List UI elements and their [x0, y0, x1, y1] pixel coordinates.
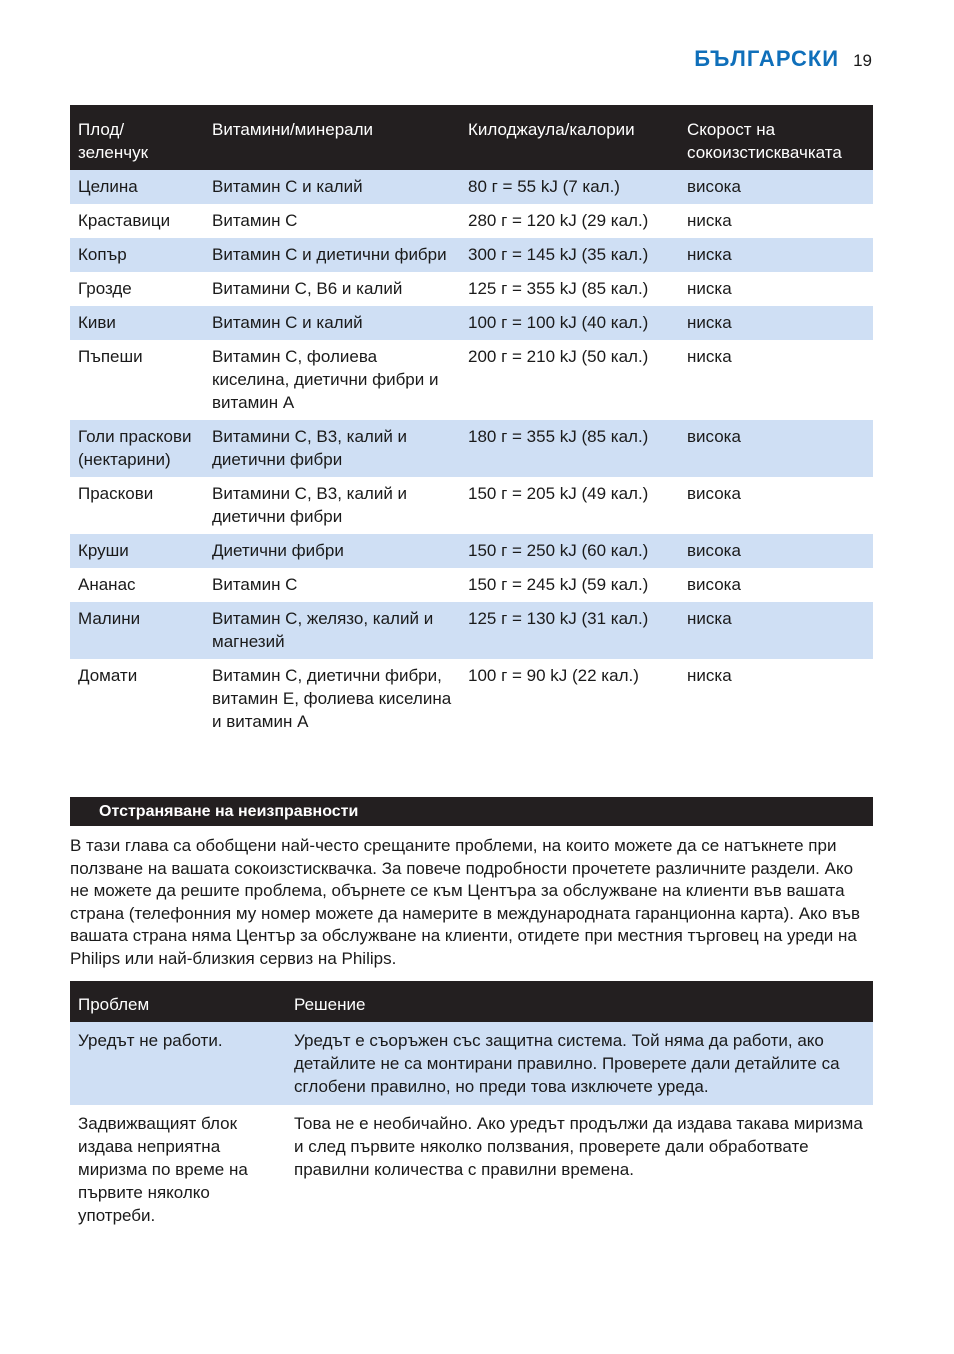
table-row	[70, 602, 873, 659]
table-row	[70, 238, 873, 272]
speed-cell: висока	[687, 484, 741, 503]
vitamins-cell: Витамин C, желязо, калий и магнезий	[204, 602, 460, 659]
produce-cell: Грозде	[78, 279, 132, 298]
produce-cell: Домати	[78, 666, 138, 685]
vitamins-cell: Витамин C и калий	[204, 170, 460, 204]
produce-cell: Круши	[70, 534, 204, 568]
table-header-row	[70, 105, 873, 170]
speed-cell: висока	[687, 575, 741, 594]
speed-cell: висока	[679, 170, 873, 204]
vitamins-cell: Витамин C и калий	[204, 306, 460, 340]
table-row	[70, 170, 873, 204]
problem-cell: Уредът не работи.	[70, 1022, 286, 1105]
energy-cell: 150 г = 245 kJ (59 кал.)	[468, 575, 649, 594]
problem-cell: Задвижващият блок издава неприятна миризма по време на първите няколко употреби.	[78, 1114, 248, 1225]
intro-paragraph: В тази глава са обобщени най-често срещаните проблеми, на които можете да се натъкнете при ползване на вашата сокоизстисквачка. За повече подробности прочетете различните раздели. Ако не можете да решите проблема, обърнете се към Центъра за обслужване на клиенти във вашата страна (телефонния му номер можете да намерите в международната гаранционна карта). Ако във вашата страна няма Център за обслужване на клиенти, отидете при местния търговец на уреди на Philips или най-близкия сервиз на Philips.	[70, 836, 861, 968]
energy-cell: 200 г = 210 kJ (50 кал.)	[468, 347, 649, 366]
produce-cell: Краставици	[78, 211, 171, 230]
troubleshooting-table	[70, 981, 873, 1234]
table-row	[70, 340, 873, 420]
vitamins-cell: Витамин C	[212, 211, 298, 230]
energy-cell: 100 г = 100 kJ (40 кал.)	[460, 306, 679, 340]
speed-cell: ниска	[687, 211, 732, 230]
energy-cell: 280 г = 120 kJ (29 кал.)	[468, 211, 649, 230]
speed-cell: ниска	[687, 279, 732, 298]
page-number: 19	[853, 51, 872, 70]
table-row	[70, 1022, 873, 1105]
speed-cell: висока	[679, 534, 873, 568]
produce-cell: Малини	[70, 602, 204, 659]
produce-cell: Ананас	[78, 575, 136, 594]
produce-cell: Целина	[70, 170, 204, 204]
produce-cell: Праскови	[78, 484, 154, 503]
table-row	[70, 306, 873, 340]
table-row	[70, 420, 873, 477]
solution-cell: Това не е необичайно. Ако уредът продължи да издава такава миризма и след първите няколко ползвания, проверете дали обработвате правилни количества с правилни времена.	[294, 1114, 863, 1179]
column-header-produce: Плод/ зеленчук	[70, 105, 204, 170]
produce-cell: Киви	[70, 306, 204, 340]
table-row	[70, 1105, 873, 1234]
energy-cell: 125 г = 130 kJ (31 кал.)	[460, 602, 679, 659]
energy-cell: 180 г = 355 kJ (85 кал.)	[460, 420, 679, 477]
speed-cell: ниска	[687, 666, 732, 685]
table-row	[70, 659, 873, 739]
vitamins-cell: Диетични фибри	[204, 534, 460, 568]
table-header-row	[70, 981, 873, 1022]
vitamins-cell: Витамин C, фолиева киселина, диетични фибри и витамин A	[212, 347, 439, 412]
energy-cell: 150 г = 205 kJ (49 кал.)	[468, 484, 649, 503]
produce-cell: Копър	[70, 238, 204, 272]
energy-cell: 100 г = 90 kJ (22 кал.)	[468, 666, 639, 685]
table-row	[70, 568, 873, 602]
speed-cell: висока	[679, 420, 873, 477]
language-heading: БЪЛГАРСКИ	[694, 46, 840, 71]
speed-cell: ниска	[687, 347, 732, 366]
nutrition-table	[70, 105, 873, 739]
produce-cell: Пъпеши	[78, 347, 143, 366]
vitamins-cell: Витамини C, B3, калий и диетични фибри	[212, 484, 408, 526]
column-header-solution: Решение	[286, 981, 873, 1022]
energy-cell: 125 г = 355 kJ (85 кал.)	[468, 279, 649, 298]
vitamins-cell: Витамин C и диетични фибри	[204, 238, 460, 272]
table-row	[70, 534, 873, 568]
speed-cell: ниска	[679, 602, 873, 659]
speed-cell: ниска	[679, 238, 873, 272]
speed-cell: ниска	[679, 306, 873, 340]
column-header-speed: Скорост на сокоизстисквачката	[679, 105, 873, 170]
page-header	[694, 46, 872, 72]
energy-cell: 300 г = 145 kJ (35 кал.)	[460, 238, 679, 272]
column-header-vitamins: Витамини/минерали	[204, 105, 460, 170]
section-title: Отстраняване на неизправности	[70, 797, 873, 826]
vitamins-cell: Витамини C, B3, калий и диетични фибри	[204, 420, 460, 477]
energy-cell: 80 г = 55 kJ (7 кал.)	[460, 170, 679, 204]
column-header-energy: Килоджаула/калории	[460, 105, 679, 170]
energy-cell: 150 г = 250 kJ (60 кал.)	[460, 534, 679, 568]
table-row	[70, 272, 873, 306]
vitamins-cell: Витамин C	[212, 575, 298, 594]
table-row	[70, 204, 873, 238]
solution-cell: Уредът е съоръжен със защитна система. Той няма да работи, ако детайлите не са монтирани правилно. Проверете дали детайлите са сглобени правилно, но преди това изключете уреда.	[286, 1022, 873, 1105]
vitamins-cell: Витамини C, B6 и калий	[212, 279, 403, 298]
table-row	[70, 477, 873, 534]
column-header-problem: Проблем	[70, 981, 286, 1022]
produce-cell: Голи праскови (нектарини)	[70, 420, 204, 477]
vitamins-cell: Витамин C, диетични фибри, витамин E, фолиева киселина и витамин A	[212, 666, 452, 731]
